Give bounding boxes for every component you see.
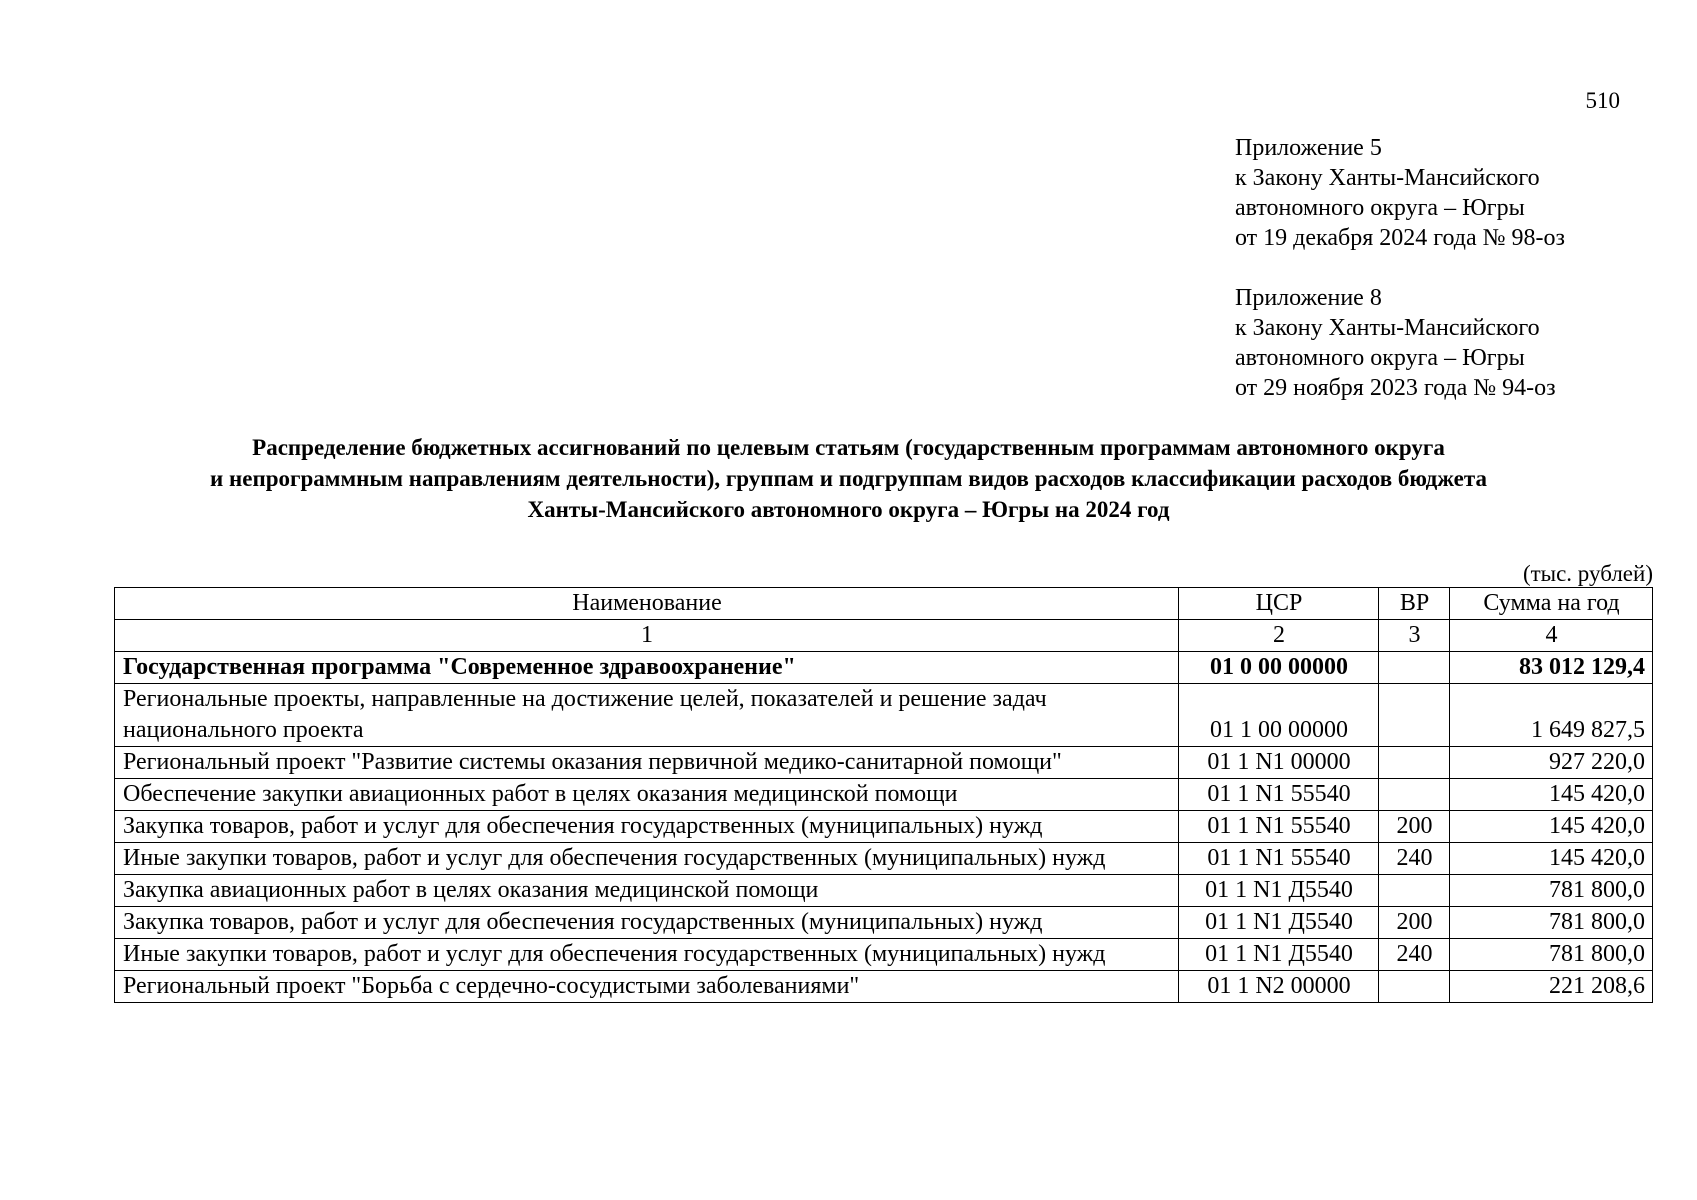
table-row <box>115 939 1653 971</box>
row-csr: 01 1 N1 Д5540 <box>1179 875 1379 907</box>
row-csr: 01 1 N1 00000 <box>1179 747 1379 779</box>
row-vr: 200 <box>1379 907 1450 939</box>
row-vr <box>1379 971 1450 1003</box>
table-row <box>115 684 1653 747</box>
row-csr: 01 1 N1 55540 <box>1179 843 1379 875</box>
column-number-row <box>115 620 1653 652</box>
row-vr <box>1379 684 1450 747</box>
budget-table <box>114 587 1653 1003</box>
appendix-original <box>1235 283 1556 403</box>
column-number: 3 <box>1379 620 1450 652</box>
row-name: Региональные проекты, направленные на достижение целей, показателей и решение задач национального проекта <box>115 684 1179 747</box>
row-sum: 221 208,6 <box>1450 971 1653 1003</box>
row-csr: 01 1 N1 Д5540 <box>1179 939 1379 971</box>
row-vr: 200 <box>1379 811 1450 843</box>
row-sum: 1 649 827,5 <box>1450 684 1653 747</box>
row-sum: 145 420,0 <box>1450 843 1653 875</box>
row-vr <box>1379 652 1450 684</box>
row-vr: 240 <box>1379 939 1450 971</box>
row-name: Закупка товаров, работ и услуг для обеспечения государственных (муниципальных) нужд <box>115 907 1179 939</box>
row-sum: 145 420,0 <box>1450 779 1653 811</box>
units-label: (тыс. рублей) <box>1522 561 1653 586</box>
document-title <box>100 432 1597 525</box>
column-number: 4 <box>1450 620 1653 652</box>
table-row <box>115 652 1653 684</box>
row-sum: 145 420,0 <box>1450 811 1653 843</box>
appendix-current-line-4: от 19 декабря 2024 года № 98-оз <box>1235 225 1566 251</box>
row-sum: 927 220,0 <box>1450 747 1653 779</box>
appendix-original-line-1: Приложение 8 <box>1235 285 1382 311</box>
row-name: Региональный проект "Борьба с сердечно-сосудистыми заболеваниями" <box>115 971 1179 1003</box>
header-csr: ЦСР <box>1179 588 1379 620</box>
row-name: Иные закупки товаров, работ и услуг для обеспечения государственных (муниципальных) нужд <box>115 843 1179 875</box>
table-row <box>115 875 1653 907</box>
row-csr: 01 1 N1 55540 <box>1179 811 1379 843</box>
row-csr: 01 0 00 00000 <box>1179 652 1379 684</box>
header-name: Наименование <box>115 588 1179 620</box>
table-row <box>115 843 1653 875</box>
row-name: Государственная программа "Современное здравоохранение" <box>115 652 1179 684</box>
table-row <box>115 971 1653 1003</box>
header-vr: ВР <box>1379 588 1450 620</box>
header-sum: Сумма на год <box>1450 588 1653 620</box>
table-row <box>115 811 1653 843</box>
row-vr: 240 <box>1379 843 1450 875</box>
appendix-current-line-1: Приложение 5 <box>1235 135 1382 161</box>
row-vr <box>1379 779 1450 811</box>
document-title-line-2: и непрограммным направлениям деятельности), группам и подгруппам видов расходов классификации расходов бюджета <box>210 466 1487 491</box>
appendix-original-line-3: автономного округа – Югры <box>1235 345 1525 371</box>
appendix-current <box>1235 133 1565 253</box>
row-vr <box>1379 875 1450 907</box>
row-sum: 781 800,0 <box>1450 939 1653 971</box>
appendix-current-line-2: к Закону Ханты-Мансийского <box>1235 165 1540 191</box>
row-vr <box>1379 747 1450 779</box>
row-csr: 01 1 N2 00000 <box>1179 971 1379 1003</box>
table-row <box>115 779 1653 811</box>
row-name: Закупка авиационных работ в целях оказания медицинской помощи <box>115 875 1179 907</box>
document-title-line-3: Ханты-Мансийского автономного округа – Югры на 2024 год <box>527 497 1170 522</box>
row-name: Региональный проект "Развитие системы оказания первичной медико-санитарной помощи" <box>115 747 1179 779</box>
row-sum: 781 800,0 <box>1450 875 1653 907</box>
row-name: Иные закупки товаров, работ и услуг для обеспечения государственных (муниципальных) нужд <box>115 939 1179 971</box>
row-csr: 01 1 N1 Д5540 <box>1179 907 1379 939</box>
column-number: 2 <box>1179 620 1379 652</box>
document-title-line-1: Распределение бюджетных ассигнований по целевым статьям (государственным программам автономного округа <box>252 435 1445 460</box>
row-name: Закупка товаров, работ и услуг для обеспечения государственных (муниципальных) нужд <box>115 811 1179 843</box>
row-sum: 781 800,0 <box>1450 907 1653 939</box>
row-csr: 01 1 N1 55540 <box>1179 779 1379 811</box>
table-row <box>115 747 1653 779</box>
page-number: 510 <box>1585 88 1620 113</box>
appendix-original-line-4: от 29 ноября 2023 года № 94-оз <box>1235 375 1556 401</box>
appendix-current-line-3: автономного округа – Югры <box>1235 195 1525 221</box>
table-row <box>115 907 1653 939</box>
row-name: Обеспечение закупки авиационных работ в целях оказания медицинской помощи <box>115 779 1179 811</box>
appendix-original-line-2: к Закону Ханты-Мансийского <box>1235 315 1540 341</box>
row-csr: 01 1 00 00000 <box>1179 684 1379 747</box>
table-header-row <box>115 588 1653 620</box>
column-number: 1 <box>115 620 1179 652</box>
row-sum: 83 012 129,4 <box>1450 652 1653 684</box>
